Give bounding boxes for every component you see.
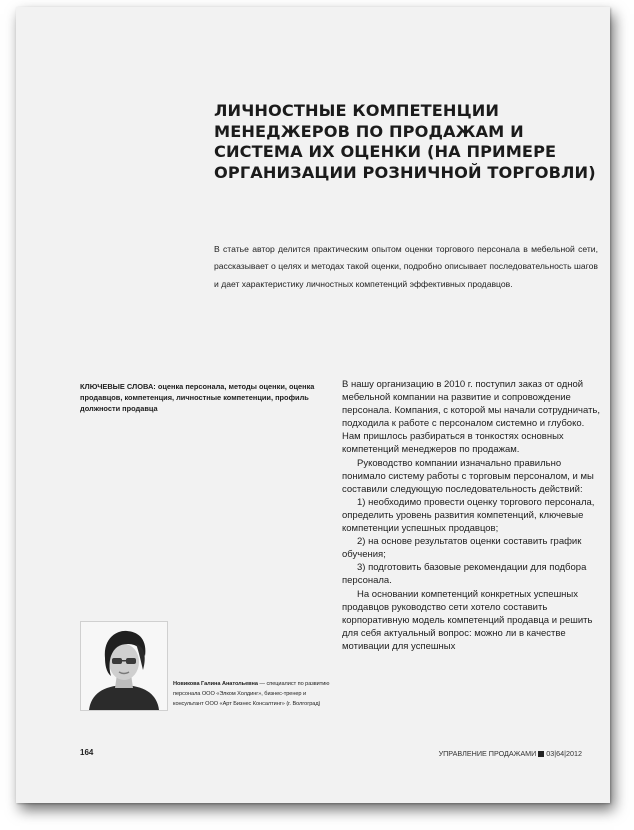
page-number: 164 (80, 748, 94, 757)
body-paragraph: В нашу организацию в 2010 г. поступил заказ от одной мебельной компании на развитие и сопровождение персонала. Компания, с которой мы начали сотрудничать, подходила к работе с персоналом системно и глубоко. Нам пришлось разбираться в тонкостях основных компетенций менеджеров по продажам. (342, 379, 601, 456)
square-separator-icon (538, 751, 544, 757)
author-portrait-icon (81, 622, 167, 710)
article-title: ЛИЧНОСТНЫЕ КОМПЕТЕНЦИИ МЕНЕДЖЕРОВ ПО ПРОДАЖАМ И СИСТЕМА ИХ ОЦЕНКИ (НА ПРИМЕРЕ ОРГАНИЗАЦИИ РОЗНИЧНОЙ ТОРГОВЛИ) (214, 101, 596, 182)
magazine-page (16, 7, 610, 803)
author-name: Новикова Галина Анатольевна (173, 681, 258, 687)
article-abstract: В статье автор делится практическим опытом оценки торгового персонала в мебельной сети, рассказывает о целях и методах такой оценки, подробно описывает последовательность шагов и дает характеристику личностных компетенций эффективных продавцов. (214, 244, 598, 289)
author-photo (80, 621, 168, 711)
body-list-item: 2) на основе результатов оценки составить график обучения; (342, 536, 582, 561)
body-paragraph: Руководство компании изначально правильно понимало систему работы с торговым персоналом, и мы составили следующую последовательность действий: (342, 457, 594, 495)
running-footer (439, 749, 582, 758)
keywords-label: КЛЮЧЕВЫЕ СЛОВА: (80, 382, 156, 391)
keywords-text: оценка персонала, методы оценки, оценка продавцов, компетенция, личностные компетенции, профиль должности продавца (80, 382, 315, 413)
body-paragraph: На основании компетенций конкретных успешных продавцов руководство сети хотело составить корпоративную модель компетенций продавца и решить для себя актуальный вопрос: можно ли в качестве мотивации для успешных (342, 588, 593, 652)
article-body (342, 378, 604, 653)
journal-name: УПРАВЛЕНИЕ ПРОДАЖАМИ (438, 749, 537, 758)
author-caption (173, 679, 337, 709)
issue-info: 03|64|2012 (546, 749, 582, 758)
author-bio: — специалист по развитию персонала ООО «Элком Холдинг», бизнес-тренер и консультант ООО «Арт Бизнес Консалтинг» (г. Волгоград) (173, 681, 330, 707)
keywords-block (80, 381, 326, 414)
body-list-item: 3) подготовить базовые рекомендации для подбора персонала. (342, 562, 587, 587)
body-list-item: 1) необходимо провести оценку торгового персонала, определить уровень развития компетенций, ключевые компетенции успешных продавцов; (342, 496, 595, 535)
